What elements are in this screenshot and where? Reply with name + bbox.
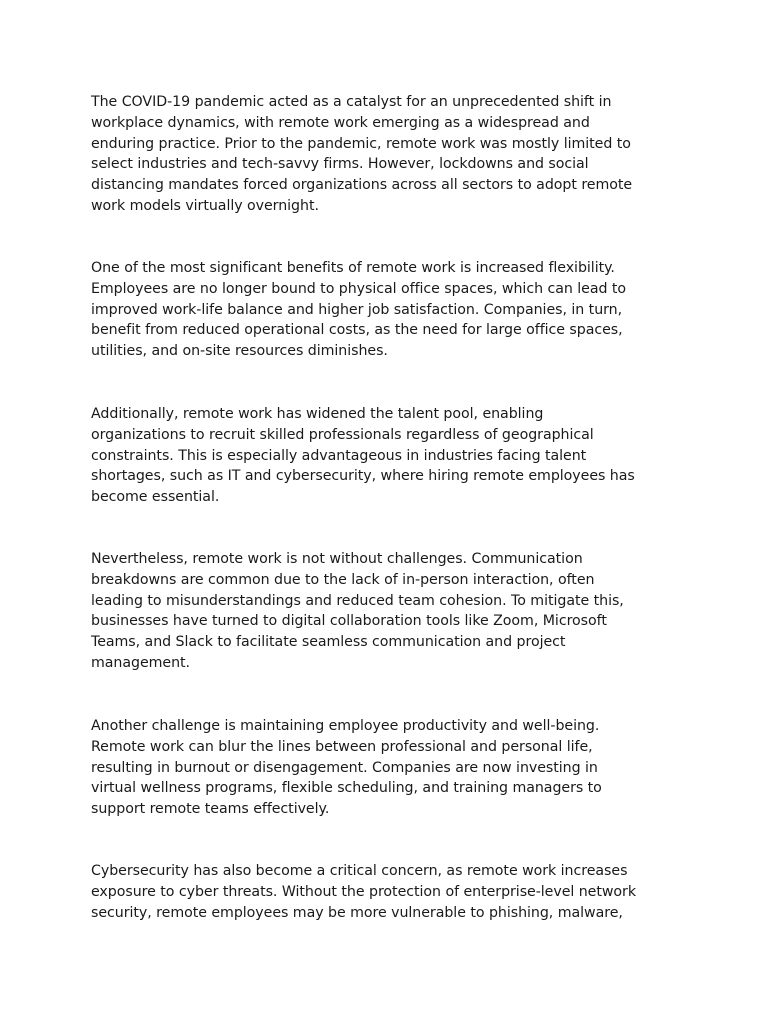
text-line: work models virtually overnight. — [91, 197, 319, 214]
text-line: One of the most significant benefits of remote work is increased flexibility. — [91, 260, 615, 276]
text-line: The COVID-19 pandemic acted as a catalyst for an unprecedented shift in — [91, 94, 612, 110]
paragraph-covid-shift — [91, 92, 691, 217]
text-line: Employees are no longer bound to physical office spaces, which can lead to — [91, 280, 627, 297]
text-line: Another challenge is maintaining employee productivity and well-being. — [91, 718, 600, 734]
paragraph-cybersecurity — [91, 861, 691, 923]
text-line: exposure to cyber threats. Without the protection of enterprise-level network — [91, 883, 637, 900]
text-line: organizations to recruit skilled professionals regardless of geographical — [91, 426, 594, 443]
text-line: utilities, and on-site resources diminishes. — [91, 343, 388, 360]
text-line: Remote work can blur the lines between professional and personal life, — [91, 738, 593, 755]
text-line: benefit from reduced operational costs, as the need for large office spaces, — [91, 322, 623, 339]
text-line: improved work-life balance and higher job satisfaction. Companies, in turn, — [91, 301, 623, 318]
paragraph-talent-pool — [91, 404, 691, 508]
text-line: businesses have turned to digital collaboration tools like Zoom, Microsoft — [91, 613, 607, 630]
text-line: management. — [91, 654, 190, 671]
text-line: leading to misunderstandings and reduced team cohesion. To mitigate this, — [91, 592, 624, 609]
paragraph-flexibility-benefits — [91, 258, 691, 362]
text-line: workplace dynamics, with remote work emerging as a widespread and — [91, 114, 590, 131]
text-line: Cybersecurity has also become a critical concern, as remote work increases — [91, 863, 628, 879]
paragraph-communication-challenges — [91, 549, 691, 674]
paragraph-productivity-wellbeing — [91, 716, 691, 820]
text-line: virtual wellness programs, flexible scheduling, and training managers to — [91, 780, 602, 797]
text-line: become essential. — [91, 489, 220, 506]
text-line: Teams, and Slack to facilitate seamless communication and project — [91, 634, 566, 651]
text-line: support remote teams effectively. — [91, 801, 330, 818]
text-line: shortages, such as IT and cybersecurity, where hiring remote employees has — [91, 468, 635, 485]
text-line: select industries and tech-savvy firms. However, lockdowns and social — [91, 156, 589, 173]
text-line: breakdowns are common due to the lack of in-person interaction, often — [91, 571, 595, 588]
text-line: security, remote employees may be more vulnerable to phishing, malware, — [91, 904, 623, 921]
text-line: Nevertheless, remote work is not without challenges. Communication — [91, 551, 583, 567]
text-line: distancing mandates forced organizations across all sectors to adopt remote — [91, 177, 633, 194]
text-line: resulting in burnout or disengagement. Companies are now investing in — [91, 759, 598, 776]
text-line: constraints. This is especially advantageous in industries facing talent — [91, 447, 587, 464]
text-line: Additionally, remote work has widened the talent pool, enabling — [91, 406, 544, 422]
text-line: enduring practice. Prior to the pandemic, remote work was mostly limited to — [91, 135, 631, 152]
